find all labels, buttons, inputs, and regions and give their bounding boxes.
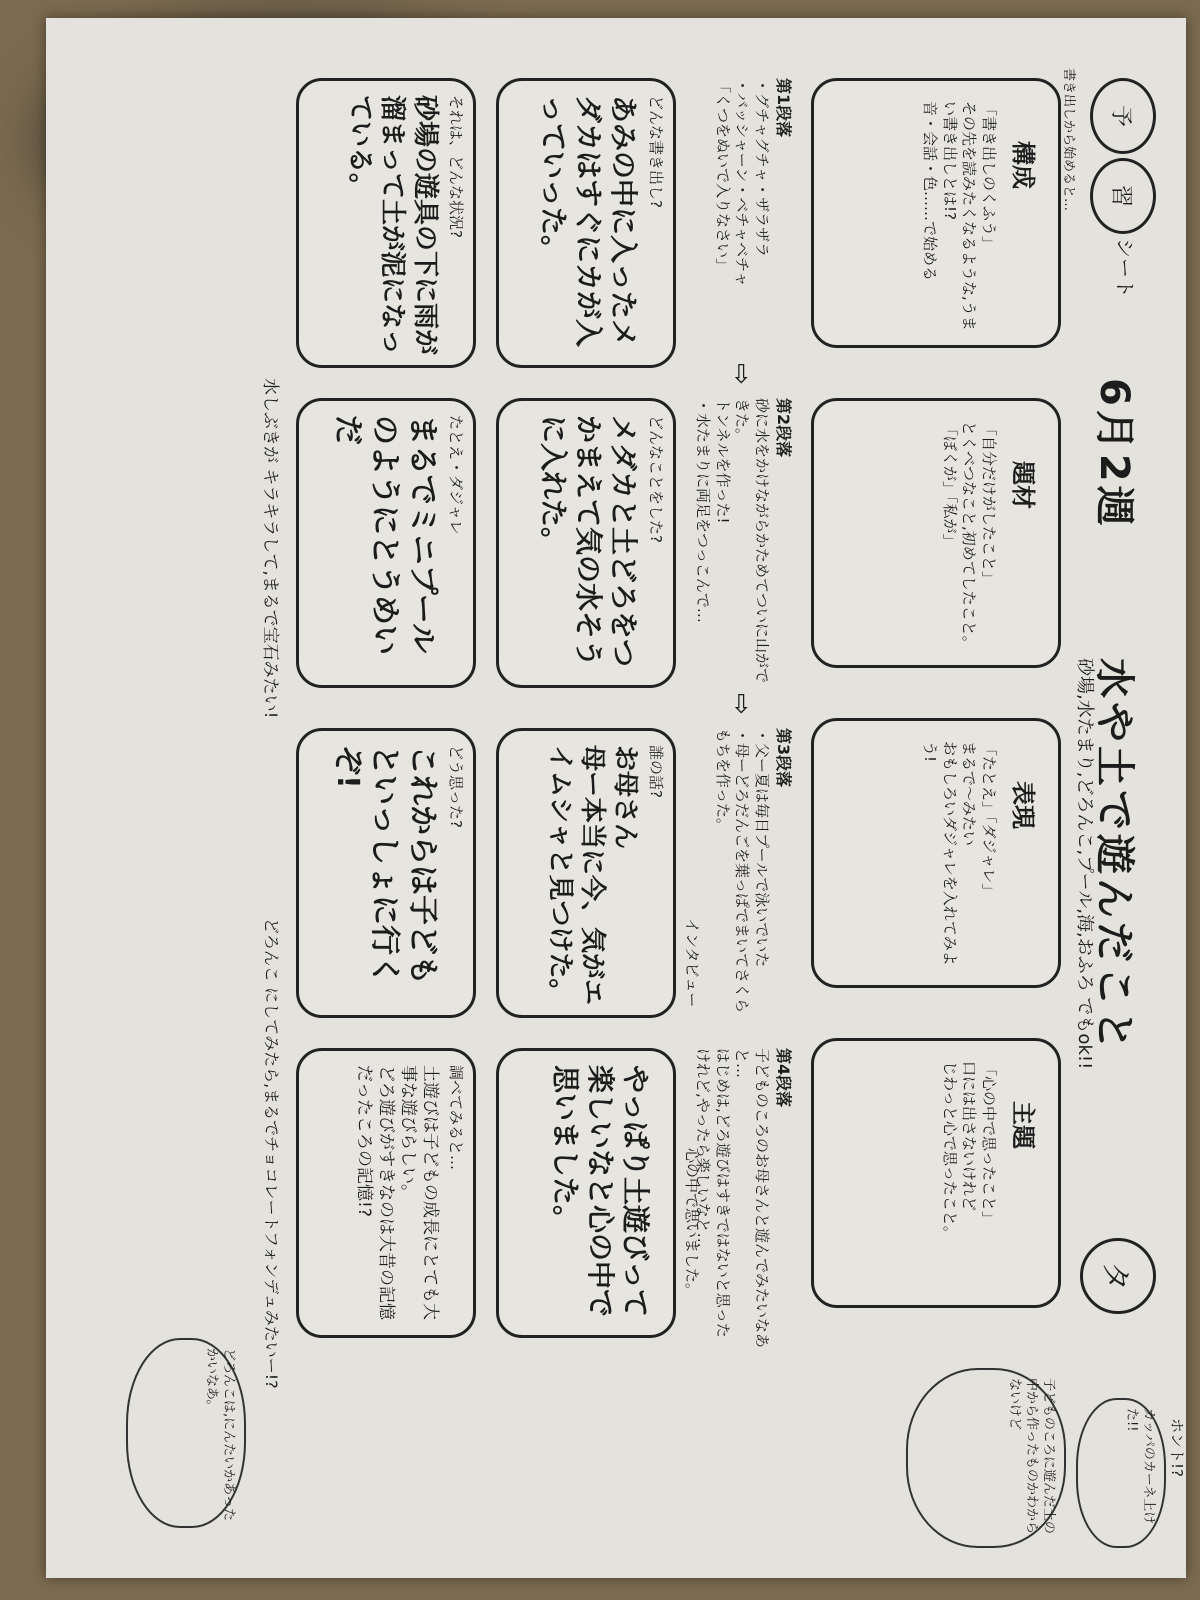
bottom-note-right: どろんこ にしてみたら,まるでチョコレートフォンデュみたいー!? <box>262 918 281 1389</box>
page-title: 水や土で遊んだこと <box>1091 658 1137 1054</box>
arrow-right-2: ⇨ <box>726 693 756 715</box>
row2-question-2: たとえ・ダジャレ <box>447 415 465 535</box>
paragraph-3-label: 第3段落 <box>774 728 793 788</box>
row1-box-4 <box>496 1048 676 1338</box>
row2-question-1: それは、どんな状況? <box>447 95 465 238</box>
page-number: タ <box>1097 1261 1132 1291</box>
row2-answer-1: 砂場の遊具の下に雨が溜まって土が泥になっている。 <box>345 95 440 356</box>
kid-note: 子どものころに遊んだ土の中から作ったものかわからないけど <box>1007 1378 1056 1535</box>
kappa-note: カッパのカーネ上けた!! <box>1124 1408 1156 1525</box>
daizai-heading: 題材 <box>1009 461 1037 509</box>
row2-question-3: どう思った? <box>447 745 465 828</box>
row1-box-1 <box>496 78 676 368</box>
row1-question-2: どんなことをした? <box>647 415 665 543</box>
paragraph-4-label: 第4段落 <box>774 1048 793 1108</box>
kappa-thought-cloud <box>1076 1398 1166 1548</box>
row2-box-1 <box>296 78 476 368</box>
hontou-note: ホント!? <box>1168 1418 1186 1477</box>
bear-note: どろんこは,にんたいかあったかいなあ。 <box>204 1348 236 1522</box>
interview-label: インタビュー <box>683 918 701 1008</box>
shudai-heading: 主題 <box>1009 1101 1037 1149</box>
daizai-body: 「自分だけがしたこと」 とくべつなこと,初めてしたこと。「ぼくが」「私が」 <box>941 421 998 651</box>
row1-question-1: どんな書き出し? <box>647 95 665 208</box>
box-shudai <box>811 1038 1061 1308</box>
sheet-label-2: 習 <box>1108 184 1134 207</box>
paragraph-2-body: 砂に水をかけながらかためてついに山ができた。 トンネルを作った! ・水たまりに両足をつっこんで… <box>694 398 771 684</box>
row1-box-2 <box>496 398 676 688</box>
sheet-type-badge-2 <box>1090 158 1156 234</box>
intro-note: 書き出しから始めると… <box>1061 68 1076 212</box>
row2-answer-3: これからは子どもといっしょに行くぞ! <box>330 745 440 985</box>
hyougen-body: 「たとえ」「ダジャレ」 まるで〜みたい おもしろいダジャレを入れてみよう! <box>921 741 998 966</box>
week-label: 6月2週 <box>1091 378 1137 530</box>
kousei-heading: 構成 <box>1009 141 1037 189</box>
shudai-body: 「心の中で思ったこと」 口には出さないけれど じわっと心で思ったこと。 <box>941 1061 998 1241</box>
sheet-label-1: 予 <box>1108 104 1134 127</box>
row1-answer-2: メダカと土どろをつかまえて気の水そうに入れた。 <box>537 415 640 668</box>
row2-answer-4: 土遊びは子どもの成長にとても大事な遊びらしい。 どろ遊びがすきなのは大昔の記憶だったころの記憶!? <box>353 1065 440 1320</box>
paragraph-4-body: 子どものころのお母さんと遊んでみたいなあと… はじめは,どろ遊びはすきではないと思ったけれど,やったら楽しいなと… <box>694 1048 771 1349</box>
bear-thought-cloud <box>126 1338 246 1528</box>
worksheet-paper <box>46 18 1186 1578</box>
page-number-badge <box>1080 1238 1156 1314</box>
row2-box-2 <box>296 398 476 688</box>
row2-box-3 <box>296 728 476 1018</box>
paragraph-2-label: 第2段落 <box>774 398 793 458</box>
paragraph-3-body: ・父ー夏は毎日プールで泳いでいた ・母ーどろだんごを葉っぱでまいてさくらもちを作った。 <box>714 728 771 1014</box>
row2-answer-2: まるでミニプールのようにとうめいだ <box>330 415 440 655</box>
box-daizai <box>811 398 1061 668</box>
box-hyougen <box>811 718 1061 988</box>
row1-answer-3: お母さん 母ー本当に今、気がエイムシャと見つけた。 <box>545 745 640 1006</box>
kid-thought-cloud <box>906 1368 1066 1548</box>
box-kousei <box>811 78 1061 348</box>
kokoro-label: 心の中で思いました。 <box>683 1148 701 1299</box>
row1-answer-4: やっぱり土遊びって楽しいなと心の中で思いました。 <box>549 1065 652 1318</box>
arrow-right-1: ⇨ <box>726 363 756 385</box>
paragraph-1-body: ・グチャグチャ・ザラザラ ・バッシャーン・ベチャベチャ 「くつをぬいで入りなさい」 <box>714 78 771 287</box>
row1-answer-1: あみの中に入ったメダカはすぐにカが入っていった。 <box>537 95 640 348</box>
row1-box-3 <box>496 728 676 1018</box>
worksheet-rotated <box>86 38 1186 1558</box>
paragraph-1-label: 第1段落 <box>774 78 793 138</box>
page-subtitle: 砂場,水たまり,どろんこ,プール,海,おふろ でもok!! <box>1074 658 1095 1070</box>
kousei-body: 「書き出しのくふう」 その先を読みたくなるような,うまい書き出しとは!? 音・会話・色……で始める <box>921 101 998 331</box>
row2-question-4: 調べてみると… <box>447 1065 465 1171</box>
row2-box-4 <box>296 1048 476 1338</box>
bottom-note-left: 水しぶきが キラキラして,まるで宝石みたい! <box>260 378 280 719</box>
sheet-label-3: シート <box>1113 238 1137 298</box>
sheet-type-badge <box>1090 78 1156 154</box>
row1-question-3: 誰の話? <box>647 745 665 798</box>
hyougen-heading: 表現 <box>1009 781 1037 829</box>
